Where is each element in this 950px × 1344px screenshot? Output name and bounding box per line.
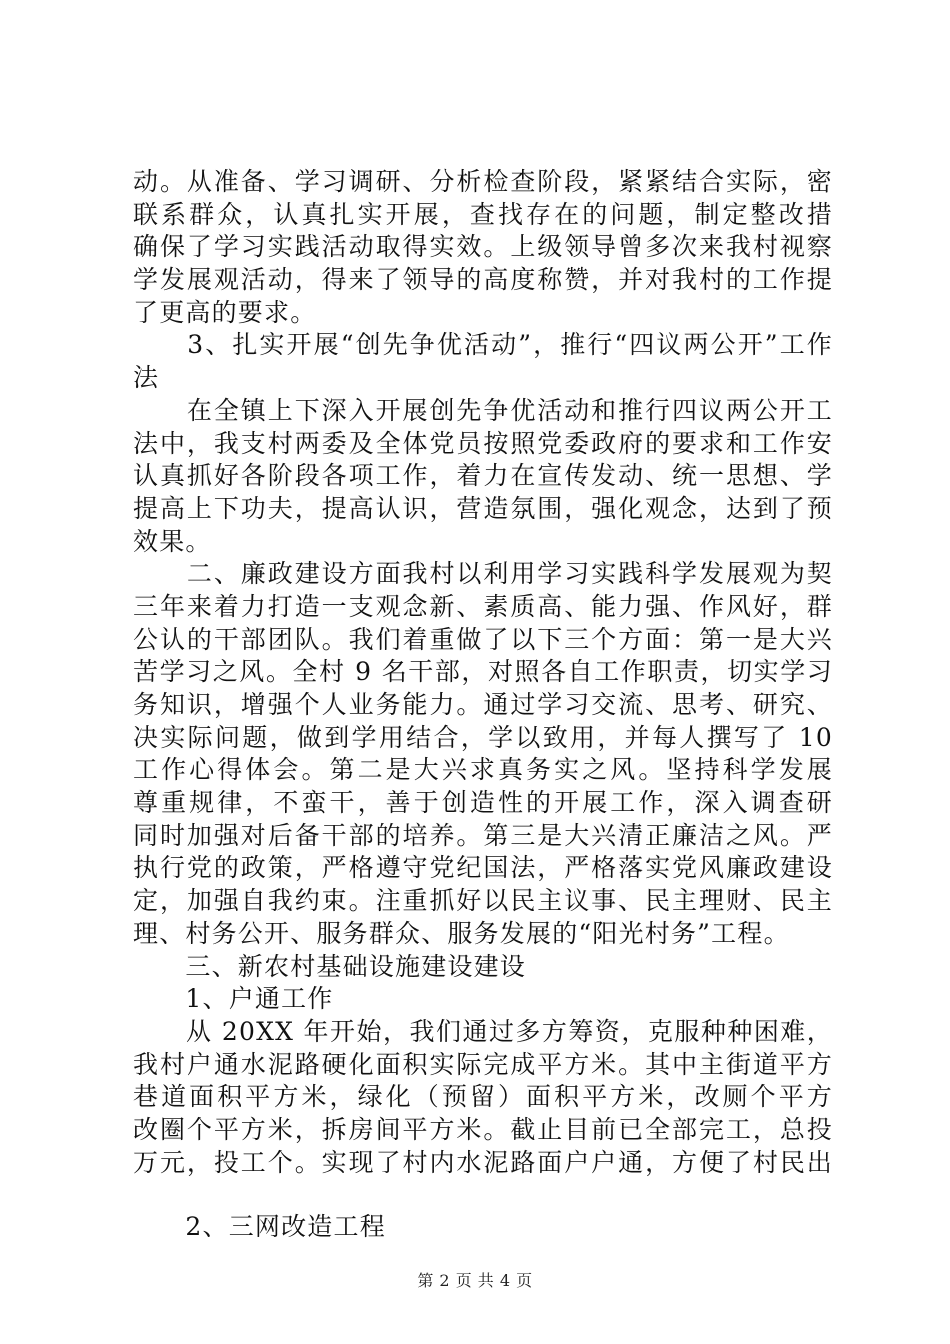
text-line: 确保了学习实践活动取得实效。上级领导曾多次来我村视察 (133, 232, 833, 262)
text-line: 二、廉政建设方面我村以利用学习实践科学发展观为契 (186, 559, 833, 589)
text-line: 同时加强对后备干部的培养。第三是大兴清正廉洁之风。严 (133, 820, 833, 850)
text-line: 改圈个平方米，拆房间平方米。截止目前已全部完工，总投 (133, 1114, 833, 1144)
section-heading-line: 3、扎实开展“创先争优活动”，推行“四议两公开”工作 (133, 330, 833, 360)
text-line: 三年来着力打造一支观念新、素质高、能力强、作风好，群 (133, 591, 833, 621)
text-line: 决实际问题，做到学用结合，学以致用，并每人撰写了 10 (133, 722, 833, 752)
text-line: 工作心得体会。第二是大兴求真务实之风。坚持科学发展 (133, 755, 833, 785)
text-line: 务知识，增强个人业务能力。通过学习交流、思考、研究、 (133, 690, 833, 719)
text-line: 提高上下功夫，提高认识，营造氛围，强化观念，达到了预 (133, 493, 833, 523)
text-line: 效果。 (133, 526, 212, 556)
text-line: 我村户通水泥路硬化面积实际完成平方米。其中主街道平方 (133, 1049, 833, 1079)
section-heading-line: 三、新农村基础设施建设建设 (133, 951, 527, 981)
text-line: 认真抓好各阶段各项工作，着力在宣传发动、统一思想、学 (133, 461, 833, 491)
text-line: 理、村务公开、服务群众、服务发展的“阳光村务”工程。 (133, 918, 790, 948)
text-line: 公认的干部团队。我们着重做了以下三个方面：第一是大兴 (133, 624, 833, 654)
text-line: 法中，我支村两委及全体党员按照党委政府的要求和工作安 (133, 428, 833, 458)
text-line: 苦学习之风。全村 9 名干部，对照各自工作职责，切实学习 (133, 657, 833, 687)
subsection-heading-line: 1、户通工作 (133, 984, 334, 1014)
section-heading-line: 法 (133, 363, 160, 393)
text-line: 巷道面积平方米，绿化（预留）面积平方米，改厕个平方 (133, 1082, 833, 1112)
page-footer (0, 1268, 950, 1291)
text-line: 学发展观活动，得来了领导的高度称赞，并对我村的工作提 (133, 265, 833, 295)
text-line: 执行党的政策，严格遵守党纪国法，严格落实党风廉政建设 (133, 853, 833, 883)
text-line: 了更高的要求。 (133, 297, 317, 327)
page-number-label: 第 2 页 共 4 页 (417, 1271, 533, 1290)
text-line: 在全镇上下深入开展创先争优活动和推行四议两公开工 (186, 395, 833, 425)
text-line: 尊重规律，不蛮干，善于创造性的开展工作，深入调查研 (133, 788, 833, 818)
text-line: 从 20XX 年开始，我们通过多方筹资，克服种种困难， (185, 1016, 833, 1046)
document-body (133, 166, 833, 1244)
paragraph-gap (133, 1179, 833, 1211)
text-line: 定，加强自我约束。注重抓好以民主议事、民主理财、民主 (133, 886, 833, 916)
text-line: 动。从准备、学习调研、分析检查阶段，紧紧结合实际，密 (133, 167, 833, 196)
text-line: 联系群众，认真扎实开展，查找存在的问题，制定整改措 (133, 199, 833, 229)
subsection-heading-line: 2、三网改造工程 (133, 1212, 386, 1242)
text-line: 万元，投工个。实现了村内水泥路面户户通，方便了村民出 (133, 1147, 833, 1177)
